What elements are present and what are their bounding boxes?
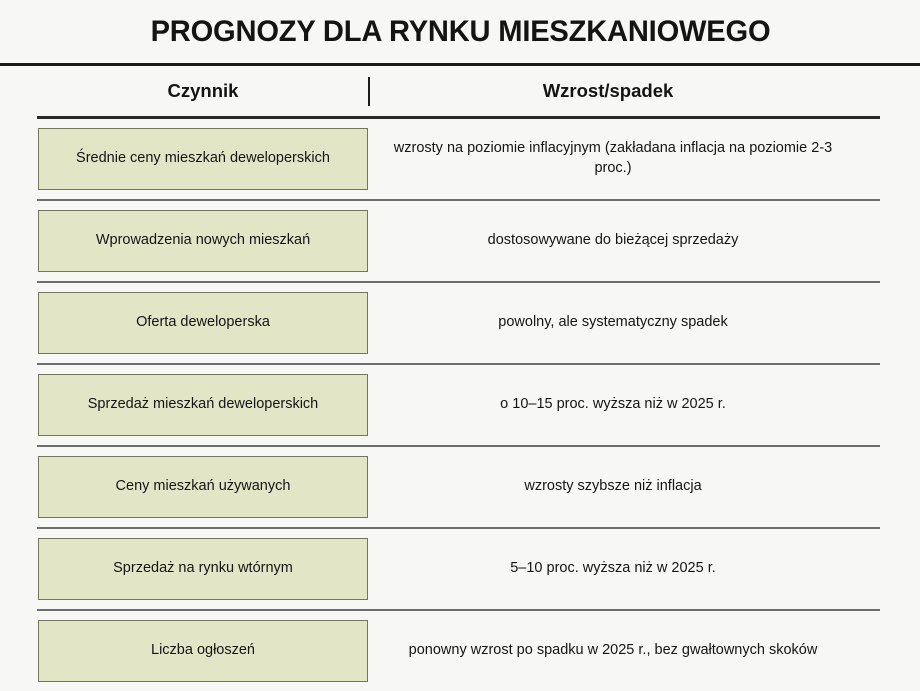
table-row — [0, 529, 920, 609]
factor-box: Ceny mieszkań używanych — [38, 456, 368, 518]
table-row — [0, 119, 920, 199]
table-row — [0, 447, 920, 527]
value-cell: powolny, ale systematyczny spadek — [498, 313, 728, 330]
table-row — [0, 365, 920, 445]
page-title: PROGNOZY DLA RYNKU MIESZKANIOWEGO — [150, 14, 770, 48]
table-body — [0, 119, 920, 691]
value-cell: wzrosty szybsze niż inflacja — [524, 477, 702, 494]
table-row — [0, 201, 920, 281]
value-cell: 5–10 proc. wyższa niż w 2025 r. — [510, 559, 716, 576]
table-row — [0, 611, 920, 691]
factor-box: Sprzedaż mieszkań deweloperskich — [38, 374, 368, 436]
column-header-change: Wzrost/spadek — [542, 80, 674, 101]
value-cell: ponowny wzrost po spadku w 2025 r., bez gwałtownych skoków — [408, 641, 818, 658]
value-cell: dostosowywane do bieżącej sprzedaży — [487, 231, 739, 248]
factor-box: Liczba ogłoszeń — [38, 620, 368, 682]
table-header-row — [0, 66, 920, 116]
factor-box: Oferta deweloperska — [38, 292, 368, 354]
factor-box: Średnie ceny mieszkań deweloperskich — [38, 128, 368, 190]
value-cell: o 10–15 proc. wyższa niż w 2025 r. — [500, 395, 726, 412]
factor-box: Wprowadzenia nowych mieszkań — [38, 210, 368, 272]
column-header-factor: Czynnik — [167, 80, 239, 101]
title-bar — [0, 0, 920, 63]
table-row — [0, 283, 920, 363]
value-cell: wzrosty na poziomie inflacyjnym (zakładana inflacja na poziomie 2-3 proc.) — [393, 140, 833, 176]
factor-box: Sprzedaż na rynku wtórnym — [38, 538, 368, 600]
